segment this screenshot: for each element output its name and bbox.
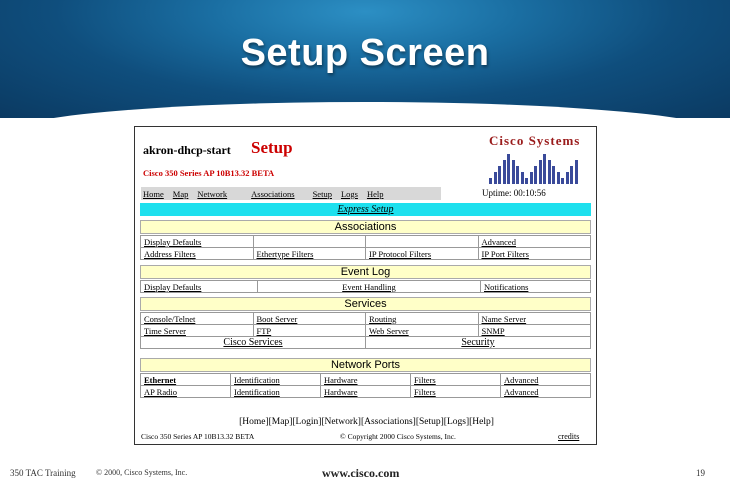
nav-help[interactable]: Help [366, 189, 384, 199]
event-log-header: Event Log [140, 265, 591, 279]
logo-bar [557, 172, 560, 184]
nav-bar [143, 188, 392, 200]
nav-map[interactable]: Map [172, 189, 189, 199]
event-display-defaults[interactable]: Display Defaults [141, 281, 258, 293]
radio-hardware[interactable]: Hardware [321, 386, 411, 398]
ethernet-advanced[interactable]: Advanced [501, 374, 591, 386]
logo-bar [570, 166, 573, 184]
nav-logs[interactable]: Logs [340, 189, 358, 199]
ethernet-identification[interactable]: Identification [231, 374, 321, 386]
slide-page-number: 19 [696, 468, 705, 478]
uptime: Uptime: 00:10:56 [482, 188, 546, 198]
svc-web-server[interactable]: Web Server [366, 325, 479, 337]
services-table [140, 312, 591, 349]
svc-name-server[interactable]: Name Server [478, 313, 591, 325]
logo-bar [530, 172, 533, 184]
svc-console-telnet[interactable]: Console/Telnet [141, 313, 254, 325]
assoc-empty-1 [253, 236, 366, 248]
slide-footer-left: 350 TAC Training [10, 468, 76, 478]
svc-cisco-services[interactable]: Cisco Services [223, 337, 283, 348]
footer-credits-link[interactable]: credits [558, 432, 580, 441]
logo-bar [507, 154, 510, 184]
network-ports-header: Network Ports [140, 358, 591, 372]
port-ethernet[interactable]: Ethernet [141, 374, 231, 386]
associations-header: Associations [140, 220, 591, 234]
page-heading: Setup [251, 138, 293, 157]
logo-bar [543, 154, 546, 184]
logo-bar [552, 166, 555, 184]
services-header: Services [140, 297, 591, 311]
logo-bar [494, 172, 497, 184]
assoc-advanced[interactable]: Advanced [478, 236, 591, 248]
assoc-ip-protocol-filters[interactable]: IP Protocol Filters [366, 248, 479, 260]
nav-home[interactable]: Home [143, 189, 164, 199]
logo-bar [534, 166, 537, 184]
cisco-logo [487, 133, 587, 187]
footer-copyright: © Copyright 2000 Cisco Systems, Inc. [340, 432, 456, 441]
svc-security[interactable]: Security [461, 337, 495, 348]
port-ap-radio[interactable]: AP Radio [141, 386, 231, 398]
assoc-address-filters[interactable]: Address Filters [141, 248, 254, 260]
logo-bar [561, 178, 564, 184]
radio-filters[interactable]: Filters [411, 386, 501, 398]
firmware-version: Cisco 350 Series AP 10B13.32 BETA [143, 168, 275, 178]
hostname: akron-dhcp-start [143, 143, 231, 157]
svc-cisco-services-cell [141, 337, 366, 349]
logo-bar [498, 166, 501, 184]
footer-nav-links[interactable]: [Home][Map][Login][Network][Associations][Setup][Logs][Help] [239, 417, 494, 427]
nav-network[interactable]: Network [197, 189, 228, 199]
slide-footer-url: www.cisco.com [322, 466, 400, 480]
svc-snmp[interactable]: SNMP [478, 325, 591, 337]
svc-time-server[interactable]: Time Server [141, 325, 254, 337]
event-handling[interactable]: Event Handling [258, 281, 481, 293]
logo-bar [548, 160, 551, 184]
setup-page-screenshot [134, 126, 597, 445]
svc-routing[interactable]: Routing [366, 313, 479, 325]
event-log-table [140, 280, 591, 293]
logo-bar [503, 160, 506, 184]
nav-setup[interactable]: Setup [312, 189, 332, 199]
assoc-ip-port-filters[interactable]: IP Port Filters [478, 248, 591, 260]
nav-associations[interactable]: Associations [251, 189, 295, 199]
network-ports-table [140, 373, 591, 398]
assoc-display-defaults[interactable]: Display Defaults [141, 236, 254, 248]
logo-bar [525, 178, 528, 184]
logo-bar [489, 178, 492, 184]
slide-footer-copyright: © 2000, Cisco Systems, Inc. [96, 468, 188, 477]
logo-bar [516, 166, 519, 184]
assoc-empty-2 [366, 236, 479, 248]
footer-model: Cisco 350 Series AP 10B13.32 BETA [141, 432, 255, 441]
assoc-ethertype-filters[interactable]: Ethertype Filters [253, 248, 366, 260]
svc-ftp[interactable]: FTP [253, 325, 366, 337]
logo-bar [521, 172, 524, 184]
logo-text: Cisco Systems [489, 133, 581, 148]
ethernet-filters[interactable]: Filters [411, 374, 501, 386]
svc-security-cell [366, 337, 591, 349]
associations-table [140, 235, 591, 260]
ethernet-hardware[interactable]: Hardware [321, 374, 411, 386]
radio-identification[interactable]: Identification [231, 386, 321, 398]
logo-bar [539, 160, 542, 184]
logo-bar [575, 160, 578, 184]
slide-title: Setup Screen [240, 32, 490, 74]
svc-boot-server[interactable]: Boot Server [253, 313, 366, 325]
logo-bar [512, 160, 515, 184]
logo-bars-icon [489, 152, 581, 184]
express-setup-link[interactable]: Express Setup [140, 203, 591, 216]
radio-advanced[interactable]: Advanced [501, 386, 591, 398]
event-notifications[interactable]: Notifications [481, 281, 591, 293]
logo-bar [566, 172, 569, 184]
